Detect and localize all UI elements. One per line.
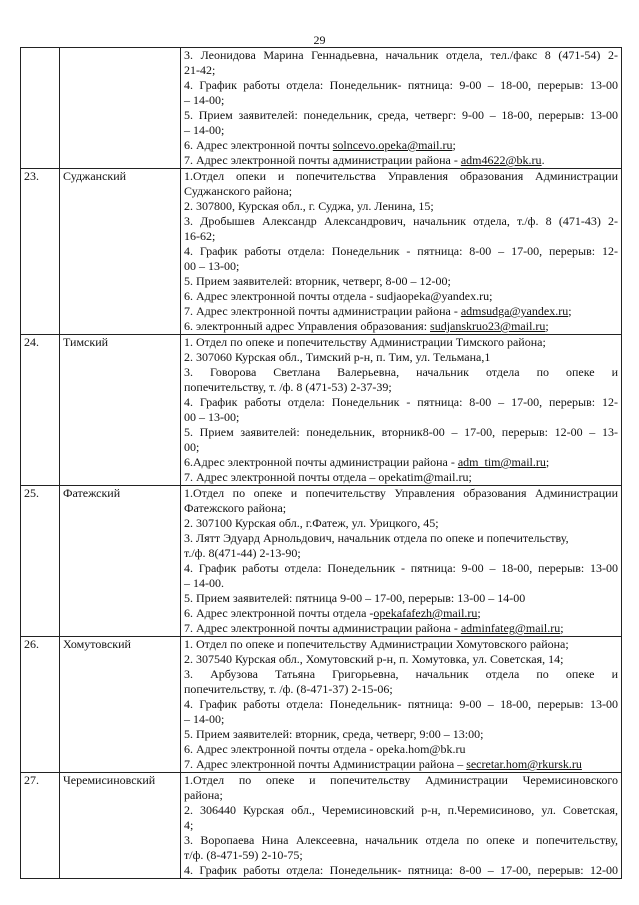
info-line bbox=[184, 425, 618, 440]
info-line bbox=[184, 501, 618, 516]
info-line bbox=[184, 93, 618, 108]
info-text: 1.Отдел по опеке и попечительству Управления образования Администрации bbox=[184, 486, 618, 500]
info-text: 2. 307060 Курская обл., Тимский р-н, п. Тим, ул. Тельмана,1 bbox=[184, 350, 491, 364]
info-text: 7. Адрес электронной почты отдела – opekatim@mail.ru; bbox=[184, 470, 472, 484]
info-line bbox=[184, 818, 618, 833]
info-punctuation: ; bbox=[568, 304, 572, 318]
info-text: 2. 307100 Курская обл., г.Фатеж, ул. Урицкого, 45; bbox=[184, 516, 439, 530]
info-line bbox=[184, 606, 618, 621]
info-text: 7. Адрес электронной почты администрации района - bbox=[184, 153, 461, 167]
table-row bbox=[21, 48, 622, 169]
info-line bbox=[184, 727, 618, 742]
info-line bbox=[184, 410, 618, 425]
info-text: 6. электронный адрес Управления образования: bbox=[184, 319, 431, 333]
info-line bbox=[184, 365, 618, 380]
contact-info bbox=[181, 335, 622, 486]
email-link[interactable]: opekafafezh@mail.ru bbox=[373, 606, 478, 620]
contact-info bbox=[181, 486, 622, 637]
info-text: 16-62; bbox=[184, 229, 216, 243]
info-text: т./ф. 8(471-44) 2-13-90; bbox=[184, 546, 301, 560]
info-text: 1. Отдел по опеке и попечительству Администрации Тимского района; bbox=[184, 335, 546, 349]
info-text: 7. Адрес электронной почты администрации района - bbox=[184, 621, 461, 635]
email-link[interactable]: adm_tim@mail.ru bbox=[457, 455, 546, 469]
district-name: Тимский bbox=[60, 335, 181, 486]
info-text: 1.Отдел по опеке и попечительству Администрации Черемисиновского bbox=[184, 773, 618, 787]
info-text: 5. Прием заявителей: пятница 9-00 – 17-00, перерыв: 13-00 – 14-00 bbox=[184, 591, 526, 605]
info-punctuation: ; bbox=[545, 319, 549, 333]
info-text: 5. Прием заявителей: понедельник, среда, четверг: 9-00 – 18-00, перерыв: 13-00 bbox=[184, 108, 618, 122]
info-text: – 14-00; bbox=[184, 123, 225, 137]
table-row bbox=[21, 637, 622, 773]
info-text: 4. График работы отдела: Понедельник- пятница: 8-00 – 17-00, перерыв: 12-00 bbox=[184, 863, 618, 877]
email-link[interactable]: admsudga@yandex.ru bbox=[460, 304, 569, 318]
info-line bbox=[184, 440, 618, 455]
info-text: 21-42; bbox=[184, 63, 216, 77]
info-text: 3. Говорова Светлана Валерьевна, начальник отдела по опеке и bbox=[184, 365, 618, 379]
info-text: Суджанского района; bbox=[184, 184, 293, 198]
info-text: 2. 306440 Курская обл., Черемисиновский р-н, п.Черемисиново, ул. Советская, bbox=[184, 803, 618, 817]
info-text: 4. График работы отдела: Понедельник - пятница: 8-00 – 17-00, перерыв: 12- bbox=[184, 244, 618, 258]
row-number bbox=[21, 48, 60, 169]
info-line bbox=[184, 863, 618, 878]
info-line bbox=[184, 63, 618, 78]
info-punctuation: . bbox=[541, 153, 545, 167]
info-line bbox=[184, 682, 618, 697]
info-line bbox=[184, 153, 618, 168]
info-line bbox=[184, 561, 618, 576]
info-line bbox=[184, 486, 618, 501]
info-text: 4. График работы отдела: Понедельник- пятница: 9-00 – 18-00, перерыв: 13-00 bbox=[184, 78, 618, 92]
email-link[interactable]: solncevo.opeka@mail.ru bbox=[332, 138, 453, 152]
email-link[interactable]: adm4622@bk.ru bbox=[460, 153, 542, 167]
info-line bbox=[184, 229, 618, 244]
info-text: 1.Отдел опеки и попечительства Управления образования Администрации bbox=[184, 169, 618, 183]
district-name: Хомутовский bbox=[60, 637, 181, 773]
info-text: т/ф. (8-471-59) 2-10-75; bbox=[184, 848, 303, 862]
info-text: 4; bbox=[184, 818, 194, 832]
info-punctuation: ; bbox=[452, 138, 456, 152]
info-punctuation: ; bbox=[560, 621, 564, 635]
info-line bbox=[184, 319, 618, 334]
info-line bbox=[184, 214, 618, 229]
info-punctuation: ; bbox=[545, 455, 550, 469]
info-line bbox=[184, 667, 618, 682]
info-text: 5. Прием заявителей: вторник, четверг, 8-00 – 12-00; bbox=[184, 274, 451, 288]
info-line bbox=[184, 803, 618, 818]
table-row bbox=[21, 486, 622, 637]
info-text: 3. Леонидова Марина Геннадьевна, начальник отдела, тел./факс 8 (471-54) 2- bbox=[184, 48, 618, 62]
info-text: 2. 307540 Курская обл., Хомутовский р-н, п. Хомутовка, ул. Советская, 14; bbox=[184, 652, 564, 666]
info-line bbox=[184, 335, 618, 350]
info-text: 7. Адрес электронной почты Администрации района – bbox=[184, 757, 467, 771]
info-line bbox=[184, 621, 618, 636]
info-line bbox=[184, 757, 618, 772]
info-text: попечительству, т. /ф. 8 (471-53) 2-37-39; bbox=[184, 380, 392, 394]
email-link[interactable]: secretar.hom@rkursk.ru bbox=[466, 757, 582, 771]
info-text: 00; bbox=[184, 440, 200, 454]
info-text: 00 – 13-00; bbox=[184, 259, 240, 273]
row-number: 27. bbox=[21, 773, 60, 879]
info-line bbox=[184, 712, 618, 727]
info-line bbox=[184, 123, 618, 138]
district-name bbox=[60, 48, 181, 169]
info-line bbox=[184, 108, 618, 123]
row-number: 25. bbox=[21, 486, 60, 637]
contact-info bbox=[181, 773, 622, 879]
info-line bbox=[184, 788, 618, 803]
info-text: 3. Арбузова Татьяна Григорьевна, начальник отдела по опеке и bbox=[184, 667, 618, 681]
table-body bbox=[21, 48, 622, 879]
info-line bbox=[184, 304, 618, 319]
info-line bbox=[184, 576, 618, 591]
info-line bbox=[184, 455, 618, 470]
info-line bbox=[184, 516, 618, 531]
info-line bbox=[184, 78, 618, 93]
contact-info bbox=[181, 48, 622, 169]
row-number: 23. bbox=[21, 169, 60, 335]
contacts-table bbox=[20, 47, 622, 879]
info-line bbox=[184, 274, 618, 289]
info-line bbox=[184, 199, 618, 214]
info-text: Фатежского района; bbox=[184, 501, 287, 515]
info-line bbox=[184, 244, 618, 259]
info-line bbox=[184, 546, 618, 561]
district-name: Фатежский bbox=[60, 486, 181, 637]
info-line bbox=[184, 48, 618, 63]
info-line bbox=[184, 470, 618, 485]
info-line bbox=[184, 773, 618, 788]
info-text: 6.Адрес электронной почты администрации района - bbox=[184, 455, 458, 469]
email-link[interactable]: adminfateg@mail.ru bbox=[460, 621, 561, 635]
contact-info bbox=[181, 169, 622, 335]
info-line bbox=[184, 184, 618, 199]
info-text: 6. Адрес электронной почты отдела - bbox=[184, 606, 374, 620]
row-number: 26. bbox=[21, 637, 60, 773]
info-punctuation: ; bbox=[477, 606, 481, 620]
info-line bbox=[184, 350, 618, 365]
info-text: 4. График работы отдела: Понедельник- пятница: 9-00 – 18-00, перерыв: 13-00 bbox=[184, 697, 618, 711]
info-text: 6. Адрес электронной почты отдела - opeka.hom@bk.ru bbox=[184, 742, 466, 756]
contact-info bbox=[181, 637, 622, 773]
info-text: 4. График работы отдела: Понедельник - пятница: 8-00 – 17-00, перерыв: 12- bbox=[184, 395, 618, 409]
info-text: 00 – 13-00; bbox=[184, 410, 240, 424]
info-text: 4. График работы отдела: Понедельник - пятница: 9-00 – 18-00, перерыв: 13-00 bbox=[184, 561, 618, 575]
info-line bbox=[184, 697, 618, 712]
info-text: – 14-00; bbox=[184, 93, 225, 107]
info-text: района; bbox=[184, 788, 223, 802]
info-line bbox=[184, 380, 618, 395]
table-row bbox=[21, 169, 622, 335]
district-name: Суджанский bbox=[60, 169, 181, 335]
info-text: попечительству, т. /ф. (8-471-37) 2-15-06; bbox=[184, 682, 393, 696]
info-text: 1. Отдел по опеке и попечительству Администрации Хомутовского района; bbox=[184, 637, 569, 651]
info-text: 5. Прием заявителей: понедельник, вторник8-00 – 17-00, перерыв: 12-00 – 13- bbox=[184, 425, 618, 439]
info-line bbox=[184, 289, 618, 304]
info-text: 6. Адрес электронной почты bbox=[184, 138, 333, 152]
district-name: Черемисиновский bbox=[60, 773, 181, 879]
info-line bbox=[184, 531, 618, 546]
info-text: – 14-00; bbox=[184, 712, 225, 726]
info-text: 3. Лятт Эдуард Арнольдович, начальник отдела по опеке и попечительству, bbox=[184, 531, 569, 545]
info-text: 6. Адрес электронной почты отдела - sudjaopeka@yandex.ru; bbox=[184, 289, 493, 303]
info-text: 5. Прием заявителей: вторник, среда, четверг, 9:00 – 13:00; bbox=[184, 727, 484, 741]
info-line bbox=[184, 591, 618, 606]
info-line bbox=[184, 637, 618, 652]
info-line bbox=[184, 742, 618, 757]
page-number: 29 bbox=[313, 33, 326, 47]
info-text: 3. Воропаева Нина Алексеевна, начальник отдела по опеке и попечительству, bbox=[184, 833, 618, 847]
info-line bbox=[184, 259, 618, 274]
row-number: 24. bbox=[21, 335, 60, 486]
email-link[interactable]: sudjanskruo23@mail.ru bbox=[430, 319, 546, 333]
info-text: 2. 307800, Курская обл., г. Суджа, ул. Ленина, 15; bbox=[184, 199, 434, 213]
table-row bbox=[21, 335, 622, 486]
info-text: – 14-00. bbox=[184, 576, 224, 590]
info-line bbox=[184, 652, 618, 667]
info-text: 7. Адрес электронной почты администрации района - bbox=[184, 304, 461, 318]
info-line bbox=[184, 169, 618, 184]
info-text: 3. Дробышев Александр Александрович, начальник отдела, т./ф. 8 (471-43) 2- bbox=[184, 214, 618, 228]
info-line bbox=[184, 138, 618, 153]
info-line bbox=[184, 833, 618, 848]
table-row bbox=[21, 773, 622, 879]
info-line bbox=[184, 848, 618, 863]
info-line bbox=[184, 395, 618, 410]
